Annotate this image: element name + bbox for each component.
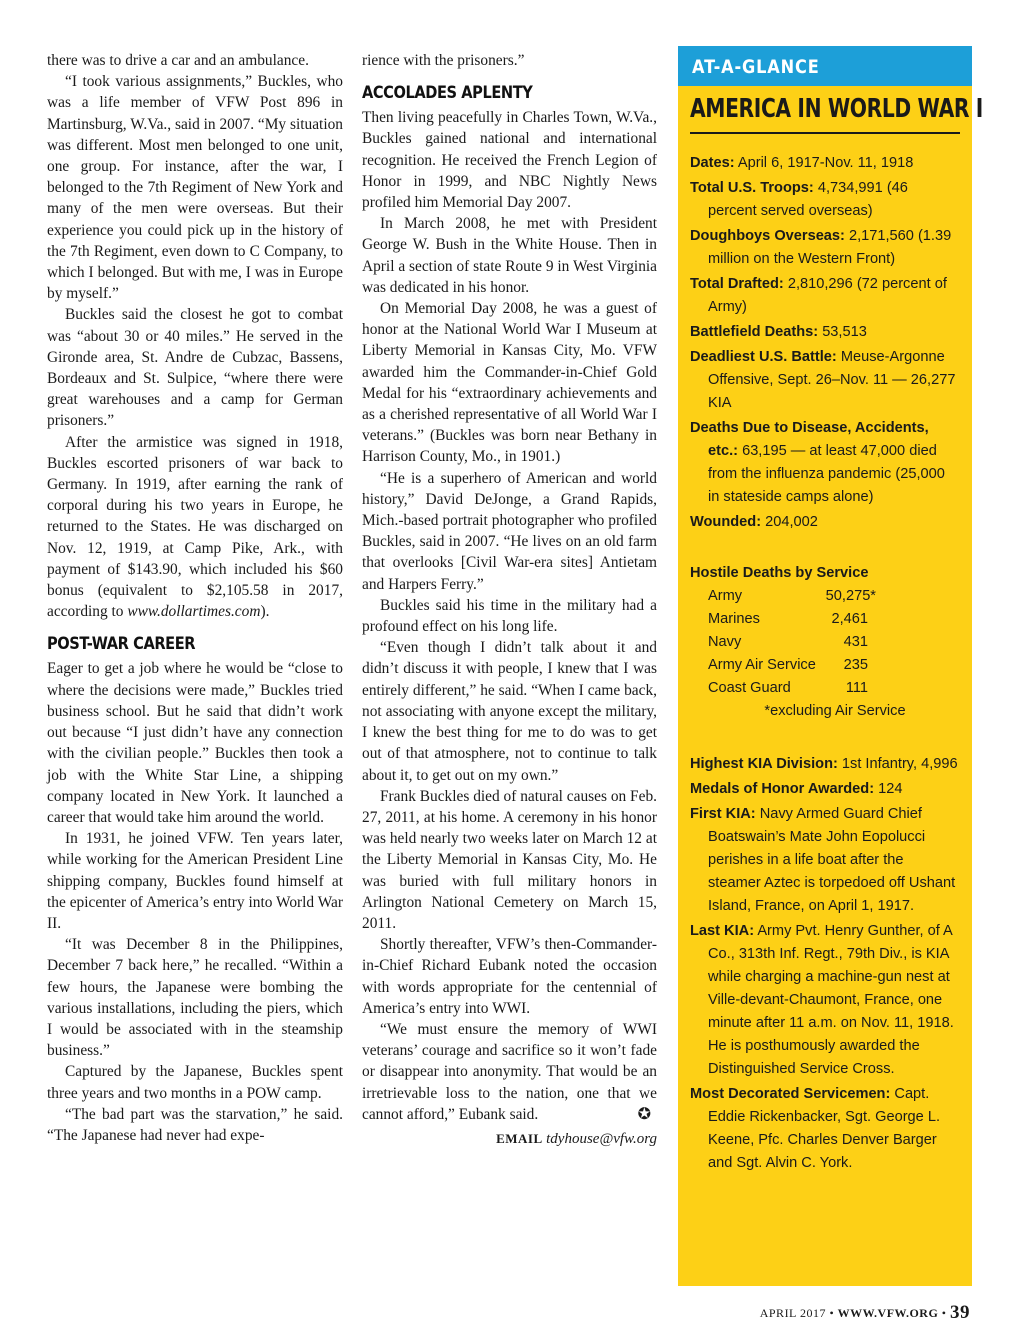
paragraph: there was to drive a car and an ambulance. — [47, 52, 309, 69]
folio-separator: • — [941, 1306, 947, 1320]
fact-label: Total U.S. Troops: — [690, 180, 814, 196]
paragraph: Buckles said his time in the military had a profound effect on his long life. — [362, 596, 657, 636]
paragraph: Captured by the Japanese, Buckles spent three years and two months in a POW camp. — [47, 1063, 343, 1102]
fact-medals-of-honor — [690, 778, 960, 801]
fact-label: Deadliest U.S. Battle: — [690, 349, 837, 365]
fact-highest-kia-division — [690, 753, 960, 776]
dollartimes-link[interactable]: www.dollartimes.com — [127, 603, 261, 621]
fact-battlefield-deaths — [690, 321, 960, 344]
at-a-glance-sidebar — [678, 46, 983, 1286]
paragraph: rience with the prisoners.” — [362, 52, 525, 69]
fact-doughboys-overseas — [690, 225, 960, 271]
fact-value: 4,734,991 (46 percent served overseas) — [708, 180, 908, 219]
end-mark-icon: ✪ — [637, 1105, 651, 1123]
fact-total-drafted — [690, 273, 960, 319]
paragraph: “He is a superhero of American and world history,” David DeJonge, a Grand Rapids, Mich.-based portrait photographer who profiled Buckles, said in 2007. “He lives on an old farm that overlooks [Civil War-era sites] Antietam and Harpers Ferry.” — [362, 469, 657, 593]
fact-value: 2,810,296 (72 percent of Army) — [708, 276, 947, 315]
fact-label: Medals of Honor Awarded: — [690, 781, 875, 797]
service-row-army-air-service — [690, 654, 960, 677]
paragraph: In March 2008, he met with President George W. Bush in the White House. Then in April a section of state Route 9 in West Virginia was dedicated in his honor. — [362, 215, 657, 296]
sidebar-body — [678, 134, 972, 1175]
website-link[interactable]: WWW.VFW.ORG — [837, 1306, 939, 1320]
fact-value: Capt. Eddie Rickenbacker, Sgt. George L. Keene, Pfc. Charles Denver Barger and Sgt. Alvin C. York. — [708, 1086, 941, 1171]
fact-dates — [690, 152, 960, 175]
article-column-1 — [47, 50, 343, 1146]
sidebar-title — [690, 94, 983, 134]
fact-label: Battlefield Deaths: — [690, 324, 819, 340]
service-count: 235 — [843, 657, 868, 673]
sidebar-kicker-text: AT-A-GLANCE — [692, 56, 820, 78]
paragraph: Buckles said the closest he got to combat was “about 30 or 40 miles.” He served in the Gironde area, St. Andre de Cubzac, Bassens, Bordeaux and St. Sulpice, “where there were great warehouses and a camp for German prisoners.” — [47, 306, 343, 430]
sidebar-kicker — [678, 46, 972, 86]
section-heading-post-war-career: POST-WAR CAREER — [47, 634, 196, 655]
page-folio — [760, 1302, 970, 1324]
service-count: 50,275* — [825, 588, 876, 604]
fact-label: First KIA: — [690, 806, 756, 822]
paragraph-text: ). — [260, 603, 270, 621]
paragraph: Frank Buckles died of natural causes on Feb. 27, 2011, at his home. A ceremony in his honor was held nearly two weeks later on March 12 at the Liberty Memorial in Kansas City, Mo. He was buried with full military honors in Arlington National Cemetery on March 15, 2011. — [362, 787, 657, 932]
folio-separator: • — [829, 1306, 835, 1320]
fact-value: 2,171,560 (1.39 million on the Western Front) — [708, 228, 952, 267]
email-label: EMAIL — [496, 1130, 543, 1146]
fact-label: Most Decorated Servicemen: — [690, 1086, 891, 1102]
service-name: Coast Guard — [708, 680, 791, 696]
fact-disease-deaths — [690, 417, 960, 509]
fact-label: Deaths Due to Disease, Accidents, etc.: — [690, 420, 929, 459]
paragraph: Eager to get a job where he would be “close to where the decisions were made,” Buckles tried business school. But he said that didn’t work out because “I just didn’t have any connection with the civilian people.” Buckles then took a job with the White Star Line, a shipping company located in New York. It launched a career that would take him around the world. — [47, 660, 343, 826]
sidebar-title-text: AMERICA IN WORLD WAR I — [690, 94, 983, 124]
paragraph-text: After the armistice was signed in 1918, Buckles escorted prisoners of war back to Germany. In 1919, after earning the rank of corporal during his two years in Europe, he returned to the States. He was discharged on Nov. 12, 1919, at Camp Pike, Ark., with payment of $143.90, which included his $60 bonus (equivalent to $2,105.58 in 2017, according to — [47, 433, 343, 621]
fact-value: 124 — [878, 781, 903, 797]
fact-deadliest-battle — [690, 346, 960, 415]
paragraph — [362, 1019, 657, 1125]
fact-wounded — [690, 511, 960, 534]
fact-value: 63,195 — at least 47,000 died from the influenza pandemic (25,000 in stateside camps alone) — [708, 443, 945, 505]
paragraph: “The bad part was the starvation,” he said. “The Japanese had never had expe- — [47, 1105, 343, 1144]
service-row-coast-guard — [690, 677, 960, 700]
service-name: Navy — [708, 634, 742, 650]
article-column-2 — [362, 50, 657, 1150]
fact-total-troops — [690, 177, 960, 223]
issue-date: APRIL 2017 — [759, 1306, 826, 1320]
service-name: Army Air Service — [708, 657, 816, 673]
author-email — [362, 1129, 657, 1150]
paragraph: Shortly thereafter, VFW’s then-Commander-in-Chief Richard Eubank noted the occasion with words appropriate for the centennial of America’s entry into WWI. — [362, 936, 657, 1017]
section-heading-accolades-aplenty: ACCOLADES APLENTY — [362, 83, 533, 104]
paragraph: “I took various assignments,” Buckles, who was a life member of VFW Post 896 in Martinsburg, W.Va., said in 2007. “My situation was different. Most men belonged to one unit, one group. For instance, after the war, I belonged to the 7th Regiment of New York and many of the men were overseas. But their experience you could pick up in the history of the 7th Regiment, even down to C Company, to which I belonged. But with me, I was in Europe by myself.” — [47, 73, 343, 303]
service-row-marines — [690, 608, 960, 631]
service-count: 2,461 — [831, 611, 868, 627]
fact-label: Last KIA: — [690, 923, 755, 939]
paragraph — [47, 432, 343, 623]
fact-value: 53,513 — [822, 324, 867, 340]
service-name: Army — [708, 588, 743, 604]
fact-last-kia — [690, 920, 960, 1081]
fact-value: Army Pvt. Henry Gunther, of A Co., 313th Inf. Regt., 79th Div., is KIA while charging a machine-gun nest at Ville-devant-Chaumont, France, one minute after 11 a.m. on Nov. 11, 1918. He is posthumously awarded the Distinguished Service Cross. — [708, 923, 954, 1077]
fact-label: Wounded: — [690, 514, 762, 530]
service-row-army — [690, 585, 960, 608]
fact-first-kia — [690, 803, 960, 918]
fact-value: Navy Armed Guard Chief Boatswain’s Mate John Eopolucci perishes in a life boat after the steamer Aztec is torpedoed off Ushant Island, France, on April 1, 1917. — [708, 806, 956, 914]
fact-label: Dates: — [690, 155, 735, 171]
fact-value: 1st Infantry, 4,996 — [841, 756, 958, 772]
paragraph: “It was December 8 in the Philippines, December 7 back here,” he recalled. “Within a few hours, the Japanese were bombing the various installations, including the piers, which I would be associated with in the steamship business.” — [47, 936, 343, 1060]
service-footnote: *excluding Air Service — [764, 703, 906, 719]
fact-value: Meuse-Argonne Offensive, Sept. 26–Nov. 11 — 26,277 KIA — [708, 349, 956, 411]
service-row-navy — [690, 631, 960, 654]
paragraph-text: “We must ensure the memory of WWI veterans’ courage and sacrifice so it won’t fade or disappear into anonymity. That would be an irretrievable loss to the nation, one that we cannot afford,” Eubank said. — [362, 1020, 657, 1123]
fact-label: Doughboys Overseas: — [690, 228, 845, 244]
service-count: 111 — [845, 680, 868, 696]
service-deaths-title: Hostile Deaths by Service — [690, 565, 869, 581]
fact-value: April 6, 1917-Nov. 11, 1918 — [737, 155, 914, 171]
service-name: Marines — [708, 611, 760, 627]
service-count: 431 — [843, 634, 868, 650]
paragraph: Then living peacefully in Charles Town, W.Va., Buckles gained national and international recognition. He received the French Legion of Honor in 1999, and NBC Nightly News profiled him Memorial Day 2007. — [362, 109, 657, 212]
fact-label: Highest KIA Division: — [690, 756, 838, 772]
fact-most-decorated — [690, 1083, 960, 1175]
email-address-link[interactable]: tdyhouse@vfw.org — [546, 1130, 657, 1147]
paragraph: On Memorial Day 2008, he was a guest of honor at the National World War I Museum at Liberty Memorial in Kansas City, Mo. VFW awarded him the Commander-in-Chief Gold Medal for his “extraordinary achievements and as a cherished representative of all World War I veterans.” (Buckles was born near Bethany in Harrison County, Mo., in 1901.) — [362, 300, 657, 466]
page-number: 39 — [950, 1302, 970, 1323]
paragraph: In 1931, he joined VFW. Ten years later, while working for the American President Line shipping company, Buckles found himself at the epicenter of America’s entry into World War II. — [47, 830, 343, 932]
fact-value: 204,002 — [765, 514, 818, 530]
fact-label: Total Drafted: — [690, 276, 784, 292]
paragraph: “Even though I didn’t talk about it and didn’t discuss it with people, I knew that I was entirely different,” he said. “When I came back, not associating with anyone except the military, I knew the best thing for me to do was to get out of that atmosphere, not to continue to talk about it, to get out on my own.” — [362, 639, 657, 784]
